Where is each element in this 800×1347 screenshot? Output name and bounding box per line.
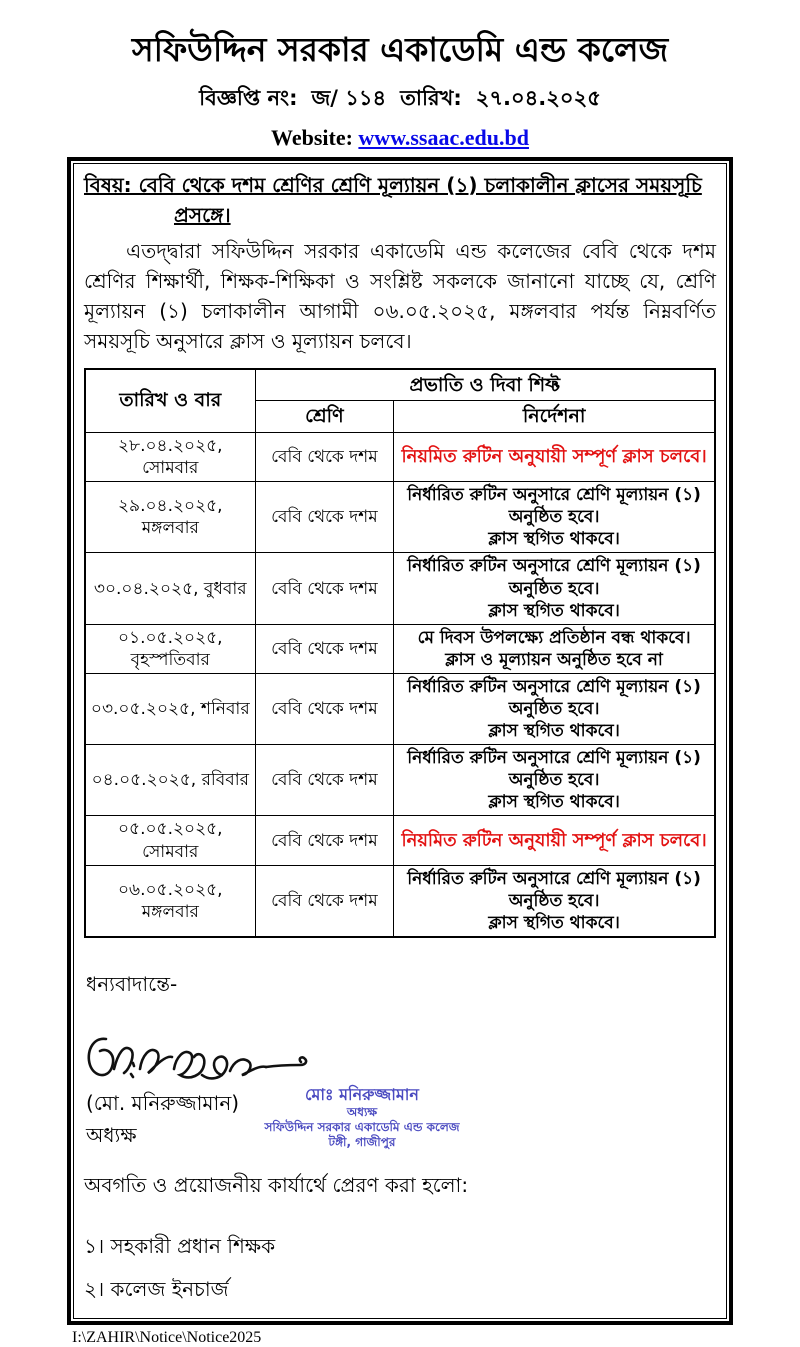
cell-instruction: নির্ধারিত রুটিন অনুসারে শ্রেণি মূল্যায়ন (১) অনুষ্ঠিত হবে। ক্লাস স্থগিত থাকবে। [394, 553, 715, 624]
cell-class: বেবি থেকে দশম [255, 673, 394, 744]
cell-date: ০৪.০৫.২০২৫, রবিবার [85, 745, 255, 816]
schedule-table-body [85, 432, 715, 936]
cell-instruction: মে দিবস উপলক্ষ্যে প্রতিষ্ঠান বন্ধ থাকবে। ক্লাস ও মূল্যায়ন অনুষ্ঠিত হবে না [394, 624, 715, 673]
cell-instruction: নির্ধারিত রুটিন অনুসারে শ্রেণি মূল্যায়ন (১) অনুষ্ঠিত হবে। ক্লাস স্থগিত থাকবে। [394, 865, 715, 937]
stamp-institution: সফিউদ্দিন সরকার একাডেমি এন্ড কলেজ [264, 1119, 460, 1134]
cell-class: বেবি থেকে দশম [255, 745, 394, 816]
cell-class: বেবি থেকে দশম [255, 624, 394, 673]
cell-date: ২৯.০৪.২০২৫, মঙ্গলবার [85, 482, 255, 553]
cell-class: বেবি থেকে দশম [255, 482, 394, 553]
table-row [85, 745, 715, 816]
cell-instruction: নির্ধারিত রুটিন অনুসারে শ্রেণি মূল্যায়ন (১) অনুষ্ঠিত হবে। ক্লাস স্থগিত থাকবে। [394, 482, 715, 553]
stamp-name: মোঃ মনিরুজ্জামান [305, 1084, 419, 1104]
website-link[interactable]: www.ssaac.edu.bd [358, 124, 529, 150]
table-row [85, 432, 715, 481]
header-cell-instruction: নির্দেশনা [394, 401, 715, 433]
closing-section [84, 970, 716, 1308]
thanks-text: ধন্যবাদান্তে- [86, 971, 178, 996]
distribution-heading: অবগতি ও প্রয়োজনীয় কার্যার্থে প্রেরণ করা হলো: [84, 1172, 469, 1197]
cell-date: ০১.০৫.২০২৫, বৃহস্পতিবার [85, 624, 255, 673]
subject-line [84, 170, 716, 230]
cell-class: বেবি থেকে দশম [255, 816, 394, 865]
subject-line-2: প্রসঙ্গে। [174, 202, 231, 227]
school-title: সফিউদ্দিন সরকার একাডেমি এন্ড কলেজ [131, 30, 669, 69]
cell-instruction: নিয়মিত রুটিন অনুযায়ী সম্পূর্ণ ক্লাস চলবে। [394, 816, 715, 865]
signatory-title: অধ্যক্ষ [86, 1122, 137, 1147]
list-item: ১। সহকারী প্রধান শিক্ষক [84, 1233, 276, 1258]
table-row [85, 624, 715, 673]
website-label: Website: [271, 124, 353, 150]
schedule-table [84, 368, 716, 938]
table-row [85, 553, 715, 624]
signatory-name: (মো. মনিরুজ্জামান) [86, 1090, 240, 1115]
notice-body-box [67, 157, 733, 1325]
notice-date-value: ২৭.০৪.২০২৫ [475, 85, 601, 110]
notice-number-value: জ/ ১১৪ [311, 85, 387, 110]
footer-file-path: I:\ZAHIR\Notice\Notice2025 [72, 1328, 262, 1346]
stamp-location: টঙ্গী, গাজীপুর [328, 1134, 396, 1149]
cell-class: বেবি থেকে দশম [255, 432, 394, 481]
schedule-table-header [85, 369, 715, 433]
header-cell-date: তারিখ ও বার [85, 369, 255, 433]
principal-stamp [232, 1085, 492, 1150]
table-row [85, 673, 715, 744]
stamp-title: অধ্যক্ষ [346, 1104, 378, 1119]
table-row [85, 482, 715, 553]
cell-class: বেবি থেকে দশম [255, 553, 394, 624]
notice-meta-line [0, 82, 800, 117]
cell-date: ০৩.০৫.২০২৫, শনিবার [85, 673, 255, 744]
cell-class: বেবি থেকে দশম [255, 865, 394, 937]
cell-instruction: নির্ধারিত রুটিন অনুসারে শ্রেণি মূল্যায়ন (১) অনুষ্ঠিত হবে। ক্লাস স্থগিত থাকবে। [394, 745, 715, 816]
cell-instruction: নির্ধারিত রুটিন অনুসারে শ্রেণি মূল্যায়ন (১) অনুষ্ঠিত হবে। ক্লাস স্থগিত থাকবে। [394, 673, 715, 744]
document-header [0, 0, 800, 151]
table-row [85, 816, 715, 865]
distribution-list [84, 1232, 716, 1308]
body-paragraph: এতদ্দ্বারা সফিউদ্দিন সরকার একাডেমি এন্ড কলেজের বেবি থেকে দশম শ্রেণির শিক্ষার্থী, শিক্ষক-শিক্ষিকা ও সংশ্লিষ্ট সকলকে জানানো যাচ্ছে যে, শ্রেণি মূল্যায়ন (১) চলাকালীন আগামী ০৬.০৫.২০২৫, মঙ্গলবার পর্যন্ত নিম্নবর্ণিত সময়সূচি অনুসারে ক্লাস ও মূল্যায়ন চলবে। [84, 238, 716, 353]
signature-block [84, 1017, 716, 1167]
cell-date: ২৮.০৪.২০২৫, সোমবার [85, 432, 255, 481]
list-item: ২। কলেজ ইনচার্জ [84, 1276, 229, 1301]
cell-date: ০৬.০৫.২০২৫, মঙ্গলবার [85, 865, 255, 937]
cell-instruction: নিয়মিত রুটিন অনুযায়ী সম্পূর্ণ ক্লাস চলবে। [394, 432, 715, 481]
signature-scribble [84, 1025, 314, 1089]
notice-date-label: তারিখ: [400, 85, 462, 110]
website-line [0, 125, 800, 151]
subject-line-1: বিষয়: বেবি থেকে দশম শ্রেণির শ্রেণি মূল্যায়ন (১) চলাকালীন ক্লাসের সময়সূচি [84, 172, 702, 197]
cell-date: ০৫.০৫.২০২৫, সোমবার [85, 816, 255, 865]
cell-date: ৩০.০৪.২০২৫, বুধবার [85, 553, 255, 624]
header-cell-shift: প্রভাতি ও দিবা শিফ্ট [255, 369, 715, 401]
notice-number-label: বিজ্ঞপ্তি নং: [199, 85, 298, 110]
notice-body-inner [73, 163, 727, 1319]
header-cell-class: শ্রেণি [255, 401, 394, 433]
table-row [85, 865, 715, 937]
